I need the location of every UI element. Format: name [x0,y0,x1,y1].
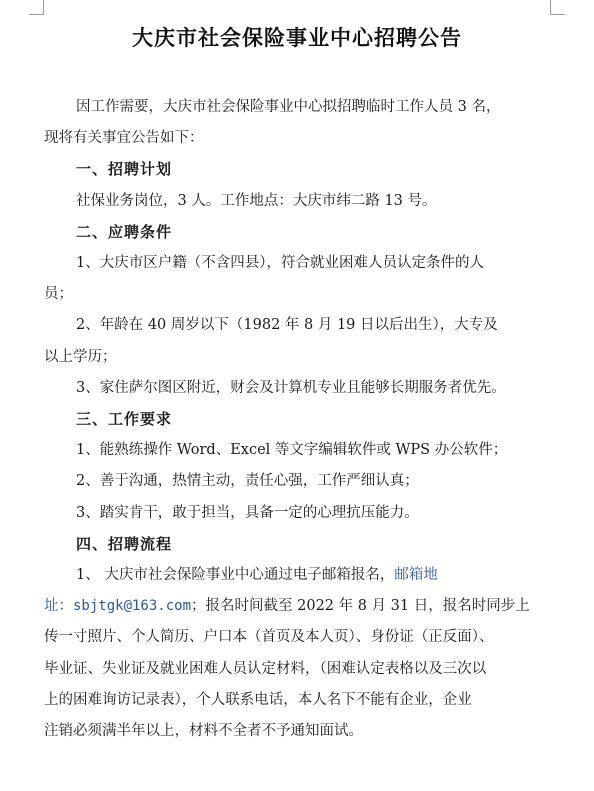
process-line-1 [76,560,556,591]
process-line-4: 毕业证、失业证及就业困难人员认定材料，（困难认定表格以及三次以 [44,660,487,677]
plan-text: 社保业务岗位，3 人。工作地点：大庆市纬二路 13 号。 [76,192,437,209]
requirement-1: 1、能熟练操作 Word、Excel 等文字编辑软件或 WPS 办公软件； [76,442,508,459]
process-line-1-text: 1、 大庆市社会保险事业中心通过电子邮箱报名， [76,567,395,584]
condition-2-line-2: 以上学历； [44,348,117,365]
section-heading-plan: 一、招聘计划 [76,160,173,179]
intro-line-1: 因工作需要，大庆市社会保险事业中心拟招聘临时工作人员 3 名， [76,99,501,115]
process-line-2 [44,591,556,622]
intro-line-2: 现将有关事宜公告如下： [44,130,204,147]
email-label-part-2: 址： [44,598,73,615]
document-body [44,92,556,747]
crop-mark-top-right [550,0,565,15]
section-heading-requirements: 三、工作要求 [76,410,173,429]
email-link[interactable]: sbjtgk@163.com [73,598,192,615]
requirement-2: 2、善于沟通，热情主动，责任心强，工作严细认真； [76,473,419,490]
crop-mark-top-left [29,0,44,15]
process-line-3: 传一寸照片、个人简历、户口本（首页及本人页）、身份证（正反面）、 [44,629,494,646]
section-heading-process: 四、招聘流程 [76,534,173,553]
condition-1-line-1: 1、大庆市区户籍（不含四县），符合就业困难人员认定条件的人 [76,255,484,272]
condition-3: 3、家住萨尔图区附近，财会及计算机专业且能够长期服务者优先。 [76,379,506,396]
email-label-part-1: 邮箱地 [394,567,438,584]
page-title: 大庆市社会保险事业中心招聘公告 [132,26,462,50]
requirement-3: 3、踏实肯干，敢于担当，具备一定的心理抗压能力。 [76,504,419,521]
condition-2-line-1: 2、年龄在 40 周岁以下（1982 年 8 月 19 日以后出生），大专及 [76,317,498,334]
process-line-2-rest: ；报名时间截至 2022 年 8 月 31 日，报名时同步上 [191,598,530,615]
process-line-6: 注销必须满半年以上，材料不全者不予通知面试。 [44,723,363,740]
condition-1-line-2: 员； [44,286,73,303]
process-line-5: 上的困难询访记录表），个人联系电话，本人名下不能有企业，企业 [44,691,472,708]
section-heading-conditions: 二、应聘条件 [76,222,173,241]
